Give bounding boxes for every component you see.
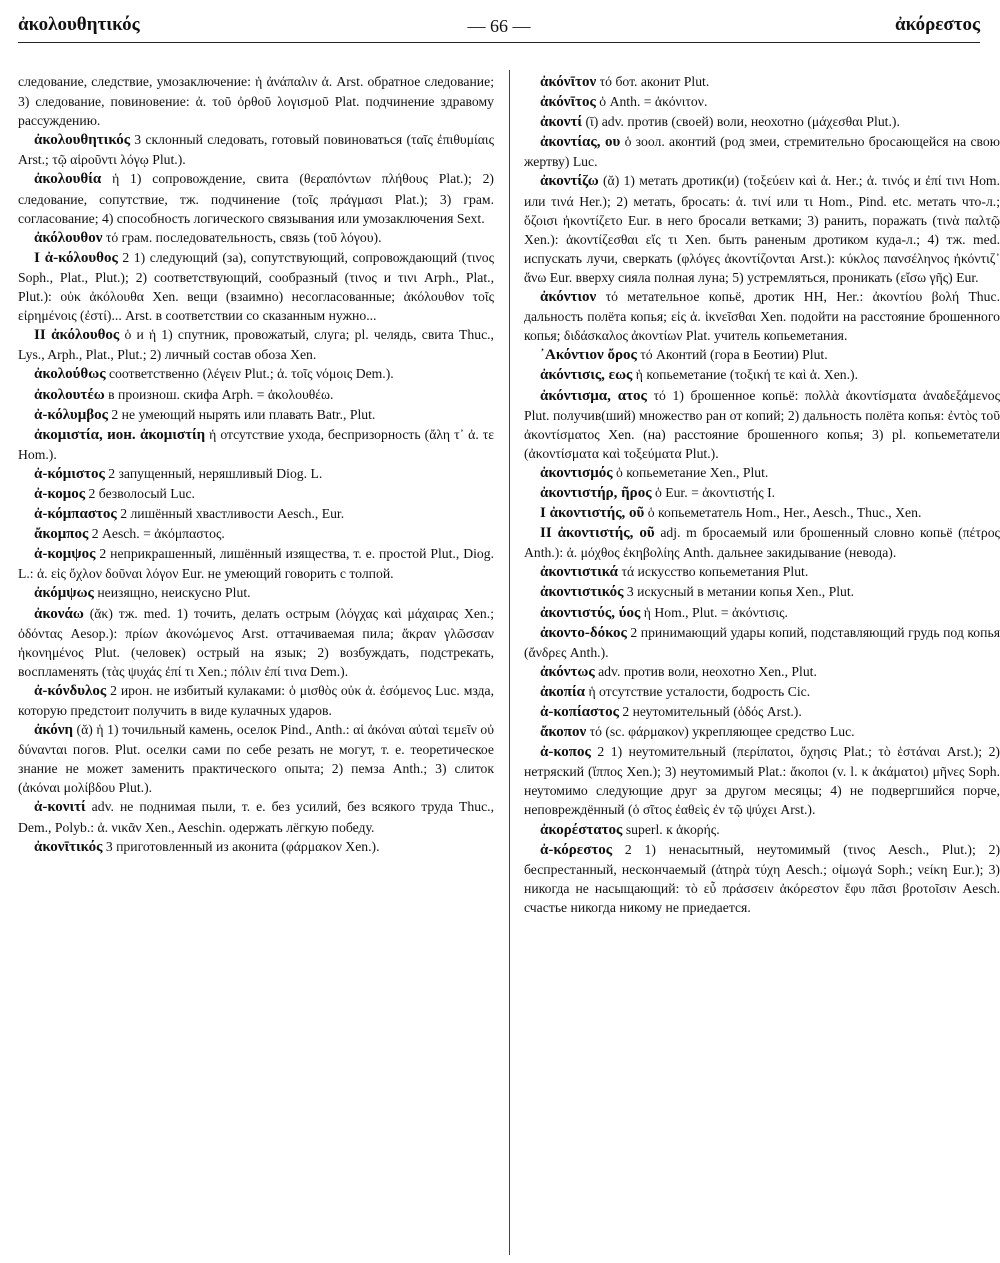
right-column	[524, 72, 1000, 1252]
entry-headword: ἀκόνῑτον	[540, 74, 597, 90]
entry-definition: 3 приготовленный из аконита (φάρμακον Xen.).	[102, 838, 380, 854]
entry-definition: ὁ Eur. = ἀκοντιστής I.	[651, 484, 776, 500]
entry-headword: ἀ-κόμπαστος	[34, 506, 117, 523]
entry-definition: ἡ Hom., Plut. = ἀκόντισις.	[640, 604, 788, 620]
entry-definition: ἡ копьеметание (τοξική τε καὶ ἀ. Xen.).	[632, 367, 859, 383]
dictionary-entry	[18, 720, 494, 797]
dictionary-entry	[524, 840, 1000, 917]
entry-headword: ἀ-κόλυμβος	[34, 406, 108, 423]
entry-definition: ἡ 1) сопровождение, свита (θεραπόντων πλήθους Plat.); 2) следование, сопутствие, тж. подчинение (τοῖς πράγμασι Plat.); 3) грам. согласование; 4) способность логического связывания или умозаключения Sext.	[18, 171, 494, 226]
entry-definition: τό Аконтий (гора в Беотии) Plut.	[636, 347, 828, 363]
dictionary-entry	[18, 364, 494, 384]
entry-definition: соответственно (λέγειν Plut.; ἀ. τοῖς νόμοις Dem.).	[105, 366, 394, 382]
entry-headword: ἀκοντίας, ου	[540, 134, 621, 151]
entry-headword: II ἀκόλουθος	[34, 327, 120, 344]
dictionary-entry	[524, 386, 1000, 463]
entry-headword: ἀκοντισμός	[540, 464, 613, 481]
entry-definition: adj. m бросаемый или брошенный словно копьё (πέτρος Anth.): ἀ. μόχθος ἐκηβολίης Anth. дальнее закидывание (невода).	[524, 525, 1000, 561]
dictionary-entry	[524, 682, 1000, 702]
dictionary-entry	[524, 503, 1000, 523]
dictionary-entry	[18, 484, 494, 504]
entry-definition: ὁ зоол. аконтий (род змеи, стремительно бросающейся на свою жертву) Luc.	[524, 134, 1000, 170]
entry-definition: (ᾰκ) тж. med. 1) точить, делать острым (λόγχας καὶ μάχαιρας Xen.; ὀδόντας Aesop.): πρίων ἀκονώμενος Arst. оттачиваемая пила; ἄκραν γλῶσσαν ἠκονημένος Plut. (человек) острый на язык; 2) возбуждать, подстрекать, воспламенять (τὰς ψυχάς ἐπί τι Xen.; πόλιν ἐπί τινα Dem.).	[18, 605, 494, 679]
entry-headword: ἀκόντιον	[540, 289, 597, 306]
dictionary-entry	[524, 582, 1000, 602]
entry-definition: ἡ отсутствие ухода, беспризорность (ἄλη τ᾽ ἀ. τε Hom.).	[18, 426, 494, 462]
dictionary-entry	[524, 523, 1000, 562]
dictionary-entry	[18, 405, 494, 425]
entry-headword: ἀκόντισμα, ατος	[540, 387, 647, 404]
dictionary-entry	[18, 583, 494, 603]
entry-definition: τό метательное копьё, дротик HH, Her.: ἀκοντίου βολή Thuc. дальность полёта копья; εἰς ἀ. ἱκνεῖσθαι Xen. подойти на расстояние брошенного копья; διδάσκαλος ἀκοντίων Plat. учитель копьеметания.	[524, 289, 1000, 344]
entry-definition: 2 безволосый Luc.	[85, 485, 195, 501]
entry-headword: ἀκολουθία	[34, 171, 102, 188]
dictionary-entry	[18, 228, 494, 248]
entry-definition: τό грам. последовательность, связь (τοῦ λόγου).	[102, 229, 382, 245]
entry-definition: ὁ Anth. = ἀκόνιτον.	[595, 94, 708, 110]
entry-headword: I ἀ-κόλουθος	[34, 249, 118, 266]
dictionary-entry	[18, 325, 494, 364]
entry-headword: ἀκόνῑτος	[540, 94, 596, 111]
entry-definition: 2 принимающий удары копий, подставляющий грудь под копья (ἄνδρες Anth.).	[524, 624, 1000, 660]
entry-headword: I ἀκοντιστής, οῦ	[540, 505, 645, 522]
dictionary-entry	[18, 385, 494, 405]
entry-definition: 3 склонный следовать, готовый повиноваться (ταῖς ἐπιθυμίαις Arst.; τῷ αἱροῦντι λόγῳ Plut.).	[18, 132, 494, 168]
entry-definition: 3 искусный в метании копья Xen., Plut.	[623, 584, 855, 600]
entry-headword: ἀκόμψως	[34, 585, 94, 602]
dictionary-entry	[524, 662, 1000, 682]
entry-headword: ἀκόντως	[540, 663, 595, 680]
entry-headword: ἀκοντίζω	[540, 173, 599, 190]
dictionary-entry	[18, 524, 494, 544]
entry-definition: неизящно, неискусно Plut.	[93, 585, 251, 601]
entry-headword: ἀκοντιστύς, ύος	[540, 604, 641, 621]
dictionary-entry	[524, 92, 1000, 112]
left-column	[18, 72, 494, 1252]
header-first-headword: ἀκολουθητικός	[18, 14, 140, 35]
entry-definition: 2 ирон. не избитый кулаками: ὁ μισθὸς οὐκ ἀ. ἐσόμενος Luc. мзда, которую предстоит получить в виде кулачных ударов.	[18, 682, 494, 718]
entry-definition: ὁ и ἡ 1) спутник, провожатый, слуга; pl. челядь, свита Thuc., Lys., Arph., Plat., Plut.; 2) личный состав обоза Xen.	[18, 327, 494, 363]
entry-headword: ἀ-κοπος	[540, 744, 591, 761]
dictionary-entry	[18, 604, 494, 681]
dictionary-entry	[524, 463, 1000, 483]
dictionary-entry	[524, 72, 1000, 92]
dictionary-entry	[524, 483, 1000, 503]
dictionary-entry	[524, 623, 1000, 662]
entry-definition: 2 неутомительный (ὁδός Arst.).	[618, 704, 802, 719]
entry-definition: τό 1) брошенное копьё: πολλὰ ἀκοντίσματα ἀναδεξάμενος Plut. получив(ший) множество ран от копий; 2) дальность полёта копья: ἐντὸς τοῦ ἀκοντίσματος Xen. (на) расстояние брошенного копья; 3) pl. копьеметатели (ἀκοντίσματα καὶ τοξεύματα Plut.).	[524, 387, 1000, 461]
entry-headword: ἀκοντιστικός	[540, 584, 624, 601]
entry-headword: ᾽Ακόντιον ὄρος	[540, 347, 637, 364]
entry-headword: ἀ-κονιτί	[34, 799, 86, 816]
entry-definition: (ᾰ) 1) метать дротик(и) (τοξεύειν καὶ ἀ. Her.; ἀ. τινός и ἐπί τινι Hom. или τινά Her.); 2) метать, бросать: ἀ. τινί или τι Hom., Pind. etc. метать что-л.; ὄζοισι ἠκοντίζετο Eur. в него бросали ветками; 3) ранить, поражать (τινὰ παλτῷ Xen.): ἀκοντίζεσθαι εἴς τι Xen. быть раненым дротиком куда-л.; 4) тж. med. испускать лучи, сверкать (φλόγες ἀκοντίζονται Arst.): κύκλος πανσέληνος ἠκόντιζ᾽ ἄνω Eur. вверху сияла полная луна; 5) устремляться, проникать (εἴσω γῆς) Eur.	[524, 173, 1000, 285]
dictionary-entry	[18, 544, 494, 583]
entry-definition: adv. не поднимая пыли, т. е. без усилий, без всякого труда Thuc., Dem., Polyb.: ἀ. νικᾶν Xen., Aeschin. одержать лёгкую победу.	[18, 799, 494, 835]
dictionary-entry	[18, 797, 494, 836]
entry-definition: (ᾰ) ἡ 1) точильный камень, оселок Pind., Anth.: αἱ ἀκόναι αὐταὶ τεμεῖν οὐ δύνανται погов. Plut. оселки сами по себе резать не могут, т. е. теоретическое знание не может заменить практического опыта; 2) пемза Anth.; 3) слиток (ἀκόναι μολίβδου Plut.).	[18, 722, 494, 796]
entry-headword: ἀ-κομψος	[34, 546, 96, 563]
entry-headword: ἀκοντιστήρ, ῆρος	[540, 484, 652, 501]
entry-headword: ἀκοπία	[540, 683, 586, 700]
entry-headword: ἀκολουθητικός	[34, 132, 131, 149]
entry-definition: в произнош. скифа Arph. = ἀκολουθέω.	[104, 386, 334, 402]
dictionary-entry	[18, 425, 494, 464]
entry-definition: 2 1) неутомительный (περίπατοι, ὄχησις Plat.; τὸ ἑστάναι Arst.); 2) нетряский (ἵππος Xen.); 3) неутомимый Plat.: ἄκοποι (v. l. κ ἀκάματοι) μῆνες Soph. неутомимо следующие друг за другом месяцы; 4) не подвергшийся порче, неповреждённый (ὁ σῖτος ἐαθεὶς ἐν τῷ ψύχει Arst.).	[524, 744, 1000, 818]
dictionary-entry	[524, 562, 1000, 582]
dictionary-entry	[524, 365, 1000, 385]
dictionary-entry	[18, 837, 494, 857]
entry-definition: следование, следствие, умозаключение: ἡ ἀνάπαλιν ἀ. Arst. обратное следование; 3) следование, повиновение: ἀ. τοῦ ὀρθοῦ λογισμοῦ Plat. подчинение здравому рассуждению.	[18, 74, 494, 129]
entry-headword: ἀκοντιστικά	[540, 564, 619, 581]
entry-definition: τό бот. аконит Plut.	[596, 74, 710, 89]
entry-headword: ἀ-κομος	[34, 485, 86, 502]
dictionary-entry	[18, 504, 494, 524]
entry-definition: τά искусство копьеметания Plut.	[618, 564, 809, 580]
entry-headword: ἄκομπος	[34, 526, 89, 543]
entry-headword: ἀκορέστατος	[540, 821, 623, 838]
entry-headword: ἀ-κοπίαστος	[540, 704, 619, 720]
entry-headword: ἀ-κόνδυλος	[34, 682, 107, 699]
dictionary-entry	[524, 171, 1000, 287]
dictionary-entry	[524, 722, 1000, 742]
entry-headword: ἀκολούθως	[34, 366, 106, 383]
entry-headword: ἀκονῑτικός	[34, 838, 103, 855]
dictionary-entry	[18, 248, 494, 325]
dictionary-entry	[524, 287, 1000, 345]
dictionary-entry	[524, 345, 1000, 365]
entry-headword: ἀκονάω	[34, 605, 84, 622]
dictionary-entry	[524, 132, 1000, 171]
entry-definition: ὁ копьеметание Xen., Plut.	[612, 464, 769, 480]
dictionary-entry	[18, 681, 494, 720]
entry-definition: ἡ отсутствие усталости, бодрость Cic.	[585, 683, 811, 699]
entry-headword: ἀκόνη	[34, 722, 73, 739]
entry-definition: 2 запущенный, неряшливый Diog. L.	[104, 465, 323, 481]
dictionary-entry	[524, 742, 1000, 819]
entry-headword: ἄκοπον	[540, 724, 587, 741]
entry-definition: 2 лишённый хвастливости Aesch., Eur.	[116, 506, 345, 522]
header-last-headword: ἀκόρεστος	[895, 14, 980, 35]
column-divider	[509, 70, 510, 1255]
dictionary-entry	[18, 72, 494, 130]
dictionary-entry	[18, 130, 494, 169]
entry-definition: 2 не умеющий нырять или плавать Batr., Plut.	[107, 406, 376, 422]
entry-headword: ἀκολουτέω	[34, 386, 105, 403]
page-number: — 66 —	[467, 16, 531, 36]
entry-headword: ἀκόντισις, εως	[540, 367, 633, 384]
dictionary-entry	[524, 112, 1000, 132]
entry-definition: 2 1) ненасытный, неутомимый (τινος Aesch., Plut.); 2) беспрестанный, нескончаемый (ἀτηρὰ τύχη Aesch.; οἰμωγά Soph.; νείκη Eur.); 3) никогда не насыщающий: τὸ εὖ πράσσειν ἀκόρεστον ἔφυ πᾶσι βροτοῖσιν Aesch. счастье никогда никому не приедается.	[524, 841, 1000, 915]
entry-headword: ἀκομιστία, ион. ἀκομιστίη	[34, 426, 206, 443]
entry-definition: 2 1) следующий (за), сопутствующий, сопровождающий (τινος Soph., Plat., Plut.); 2) соответствующий, сообразный (τινος и τινι Arph., Plat., Plut.): οὐκ ἀκόλουθα Xen. вещи (взаимно) несогласованные; ἀκόλουθον τοῖς εἰρημένοις (ἐστί)... Arst. в соответствии со сказанным нужно...	[18, 249, 494, 324]
entry-definition: ὁ копьеметатель Hom., Her., Aesch., Thuc., Xen.	[644, 505, 922, 521]
entry-definition: (ῑ) adv. против (своей) воли, неохотно (μάχεσθαι Plut.).	[582, 114, 900, 130]
header-rule	[18, 42, 980, 43]
entry-headword: ἀκόλουθον	[34, 229, 103, 246]
page-header	[18, 8, 980, 44]
dictionary-entry	[18, 464, 494, 484]
dictionary-entry	[524, 603, 1000, 623]
entry-headword: ἀ-κόμιστος	[34, 465, 105, 482]
dictionary-entry	[18, 169, 494, 227]
entry-definition: τό (sc. φάρμακον) укрепляющее средство Luc.	[586, 724, 855, 740]
entry-headword: II ἀκοντιστής, οῦ	[540, 525, 655, 542]
entry-headword: ἀ-κόρεστος	[540, 841, 613, 858]
dictionary-entry	[524, 702, 1000, 722]
entry-definition: superl. к ἀκορής.	[622, 821, 720, 837]
entry-definition: 2 неприкрашенный, лишённый изящества, т. е. простой Plut., Diog. L.: ἀ. εἰς ὄχλον δοῦναι λόγον Eur. не умеющий говорить с толпой.	[18, 546, 494, 582]
entry-definition: 2 Aesch. = ἀκόμπαστος.	[88, 526, 225, 542]
entry-definition: adv. против воли, неохотно Xen., Plut.	[594, 663, 817, 679]
entry-headword: ἀκοντί	[540, 114, 583, 131]
dictionary-entry	[524, 820, 1000, 840]
entry-headword: ἀκοντο-δόκος	[540, 624, 627, 641]
